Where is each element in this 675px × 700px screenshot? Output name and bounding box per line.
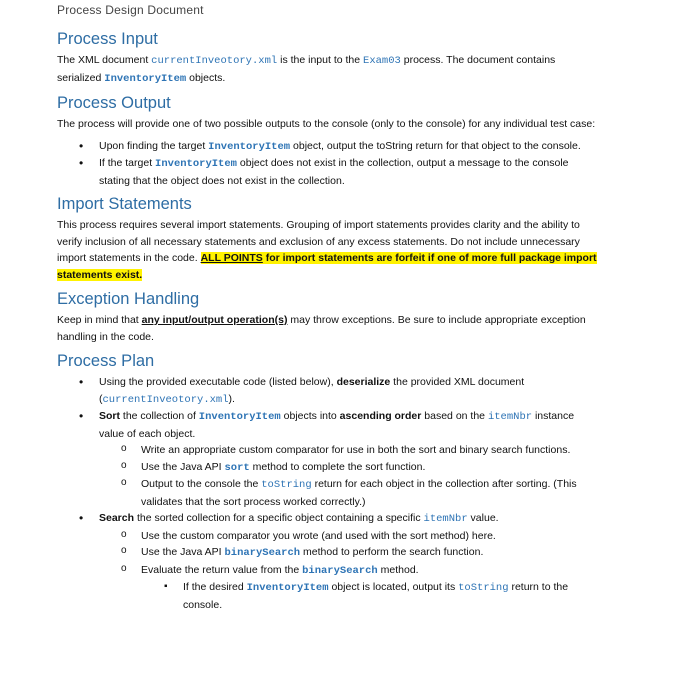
underlined-text: ALL POINTS <box>200 252 263 264</box>
list-item: o Write an appropriate custom comparator for use in both the sort and binary search functions. <box>99 442 602 459</box>
code-class-name: InventoryItem <box>198 411 281 423</box>
list-item <box>57 138 602 156</box>
text: objects. <box>186 71 226 84</box>
text: return for each object in the collection after sorting. (This validates that the sort process worked correctly.) <box>141 478 577 508</box>
list-item <box>99 544 602 562</box>
heading-import-statements: Import Statements <box>57 195 192 213</box>
text: the provided XML document ( <box>99 376 525 405</box>
text: ). <box>228 392 235 405</box>
code-class-name: InventoryItem <box>104 72 187 85</box>
process-output-intro: The process will provide one of two possible outputs to the console (only to the console) for any individual test case: <box>57 118 596 130</box>
text: value. <box>467 512 499 524</box>
text: object does not exist in the collection, output a message to the console stating that the object does not exist in the collection. <box>99 157 569 187</box>
list-item <box>57 374 602 408</box>
text: Use the Java API <box>141 546 225 558</box>
text: may throw exceptions. Be sure to include appropriate exception handling in the code. <box>57 314 586 343</box>
code-class-name: InventoryItem <box>208 140 291 153</box>
plan-list <box>57 374 602 613</box>
text: object is located, output its <box>328 581 459 593</box>
code-method-name: toString <box>458 582 509 594</box>
text: the sorted collection for a specific object containing a specific <box>134 512 424 524</box>
list-item <box>57 155 602 189</box>
output-list <box>57 138 602 190</box>
text: Using the provided executable code (listed below), <box>99 376 337 388</box>
bold-text: ascending order <box>339 410 422 422</box>
code-method-name: toString <box>261 479 312 491</box>
code-method-name: binarySearch <box>302 564 378 577</box>
text: The XML document <box>57 54 152 66</box>
text: is the input to the <box>277 54 364 66</box>
bold-text: Sort <box>99 410 120 422</box>
heading-process-output: Process Output <box>57 94 171 112</box>
text: the collection of <box>120 410 199 422</box>
text: method. <box>377 563 419 576</box>
code-method-name: binarySearch <box>224 547 301 559</box>
document-body <box>57 28 602 617</box>
search-sublist <box>99 528 602 614</box>
section-process-plan <box>57 350 602 613</box>
code-class-name: InventoryItem <box>246 582 329 594</box>
document-header: Process Design Document <box>57 3 204 17</box>
heading-exception-handling: Exception Handling <box>57 290 200 308</box>
bold-text: deserialize <box>336 376 391 388</box>
import-statements-text <box>57 217 602 283</box>
text: Upon finding the target <box>99 139 209 152</box>
sort-sublist <box>99 442 602 510</box>
text: instance value of each object. <box>99 410 575 440</box>
exception-handling-text <box>57 312 602 345</box>
underlined-text: any input/output operation(s) <box>141 314 288 326</box>
text: method to perform the search function. <box>300 546 484 558</box>
code-method-name: sort <box>224 461 250 474</box>
text: If the target <box>99 157 156 169</box>
text: Keep in mind that <box>57 314 142 326</box>
text: object, output the toString return for that object to the console. <box>290 139 581 152</box>
code-field-name: itemNbr <box>423 513 468 525</box>
section-import-statements <box>57 193 602 283</box>
text: process. The document contains serialized <box>57 54 556 84</box>
heading-process-input: Process Input <box>57 30 158 48</box>
text: This process requires several import statements. Grouping of import statements provides clarity and the ability to verify inclusion of all necessary statements and exclusion of any excess statements. Do not include unnecessary import statements in the code. <box>57 219 580 264</box>
section-process-input <box>57 28 602 87</box>
section-exception-handling <box>57 288 602 345</box>
list-item <box>57 510 602 613</box>
heading-process-plan: Process Plan <box>57 352 155 370</box>
bold-text: Search <box>99 512 135 524</box>
section-process-output <box>57 92 602 189</box>
code-filename: currentInveotory.xml <box>151 55 278 67</box>
list-item <box>57 408 602 510</box>
code-process-name: Exam03 <box>363 55 401 67</box>
evaluate-sublist <box>141 579 602 613</box>
process-input-text <box>57 52 602 87</box>
list-item <box>99 459 602 477</box>
text: for import statements are forfeit if one of more full package import statements exist. <box>57 252 597 281</box>
list-item <box>99 562 602 614</box>
list-item <box>99 476 602 510</box>
text: objects into <box>280 410 340 422</box>
code-class-name: InventoryItem <box>155 158 237 170</box>
text: return to the console. <box>183 581 569 611</box>
code-filename: currentInveotory.xml <box>102 393 229 406</box>
text: Evaluate the return value from the <box>141 563 303 576</box>
text: based on the <box>421 410 488 422</box>
code-field-name: itemNbr <box>487 411 533 423</box>
list-item: o Use the custom comparator you wrote (and used with the sort method) here. <box>99 528 602 545</box>
list-item <box>141 579 602 613</box>
text: If the desired <box>183 581 247 593</box>
text: Use the Java API <box>141 460 225 473</box>
text: method to complete the sort function. <box>249 460 426 473</box>
text: Output to the console the <box>141 478 262 490</box>
